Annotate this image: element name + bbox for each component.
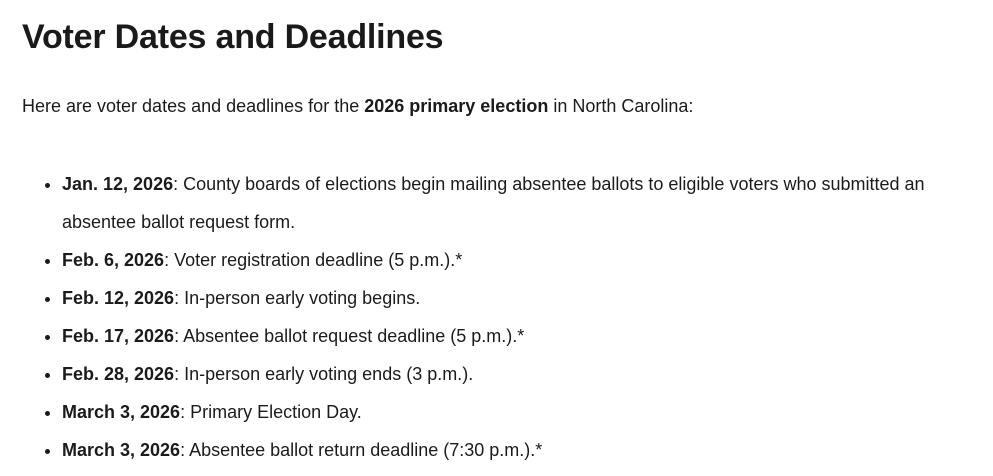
deadline-date: Feb. 28, 2026 bbox=[62, 363, 175, 384]
deadline-description: : Voter registration deadline (5 p.m.).* bbox=[164, 249, 463, 270]
deadline-list-item bbox=[62, 317, 974, 355]
deadline-list-item bbox=[62, 241, 974, 279]
deadline-date: Jan. 12, 2026 bbox=[62, 173, 174, 194]
deadline-list-item bbox=[62, 431, 974, 469]
deadline-list-item bbox=[62, 165, 974, 241]
deadline-list-item bbox=[62, 393, 974, 431]
deadline-date: Feb. 12, 2026 bbox=[62, 287, 175, 308]
intro-text-before: Here are voter dates and deadlines for the bbox=[22, 95, 365, 116]
intro-text-after: in North Carolina: bbox=[548, 95, 694, 116]
deadline-description: : In-person early voting begins. bbox=[174, 287, 421, 308]
deadline-description: : County boards of elections begin mailing absentee ballots to eligible voters who submitted an absentee ballot request form. bbox=[62, 173, 925, 232]
deadline-description: : Primary Election Day. bbox=[180, 401, 362, 422]
deadline-date: Feb. 17, 2026 bbox=[62, 325, 175, 346]
page-title: Voter Dates and Deadlines bbox=[22, 18, 444, 56]
deadline-date: March 3, 2026 bbox=[62, 401, 181, 422]
deadline-description: : In-person early voting ends (3 p.m.). bbox=[174, 363, 474, 384]
deadline-list-item bbox=[62, 355, 974, 393]
deadline-list-item bbox=[62, 279, 974, 317]
deadline-date: Feb. 6, 2026 bbox=[62, 249, 165, 270]
deadlines-list bbox=[22, 165, 974, 469]
deadline-date: March 3, 2026 bbox=[62, 439, 181, 460]
intro-paragraph bbox=[22, 93, 971, 119]
intro-bold-text: 2026 primary election bbox=[364, 95, 549, 116]
deadline-description: : Absentee ballot request deadline (5 p.m.).* bbox=[174, 325, 525, 346]
deadline-description: : Absentee ballot return deadline (7:30 p.m.).* bbox=[180, 439, 543, 460]
